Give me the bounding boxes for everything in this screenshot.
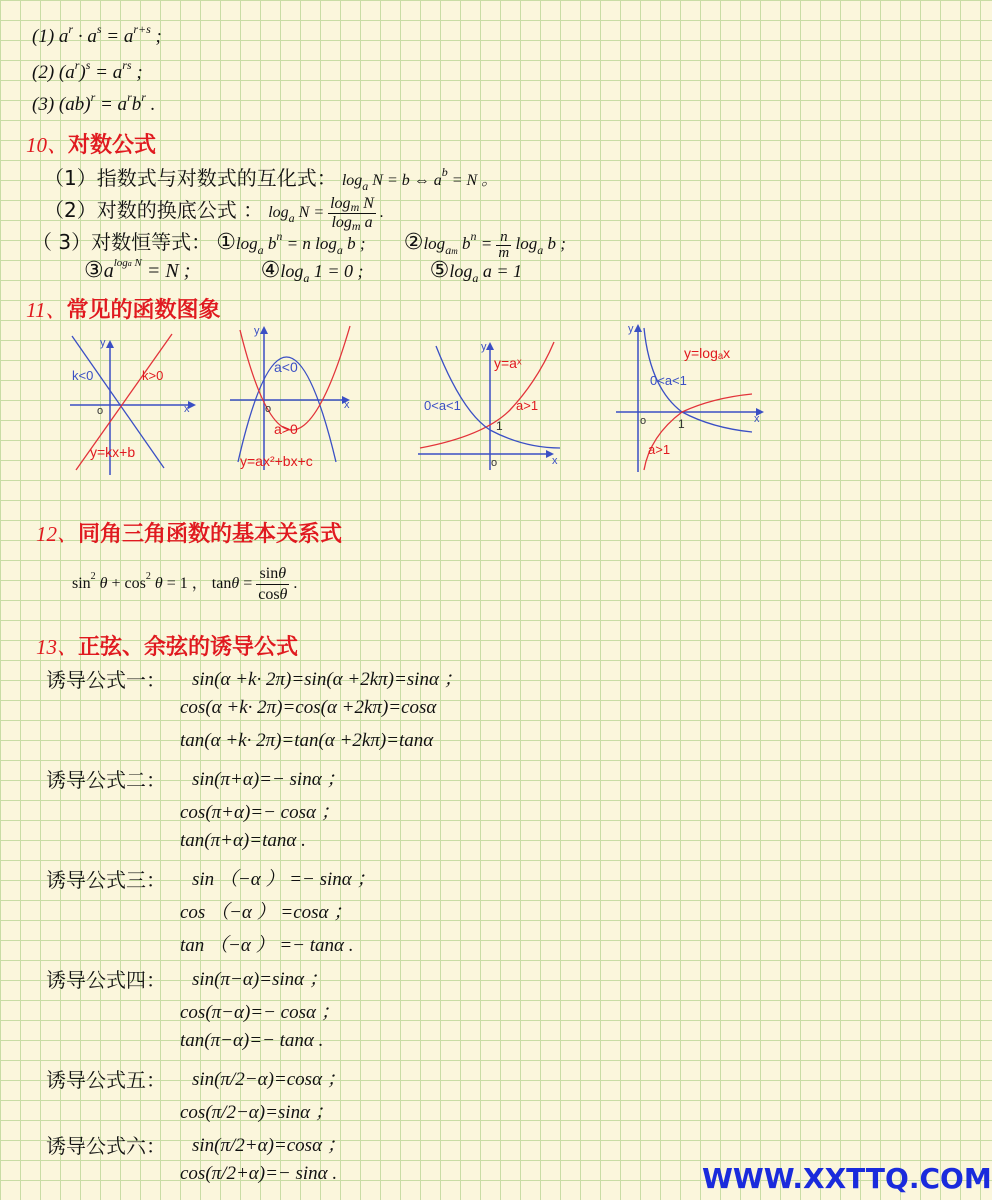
induction-group-6 bbox=[46, 1130, 166, 1159]
induction-4-line-3: tan(π−α)=− tanα . bbox=[180, 1030, 324, 1051]
log-identity-1: $\log_a b^n = n$ $\log_a b$ ; bbox=[235, 229, 366, 257]
graph-quadratic-a-negative-label: a<0 bbox=[274, 359, 298, 375]
circled-number-4: ④ bbox=[260, 258, 281, 283]
log-item-1-label: （1）指数式与对数式的互化式： bbox=[44, 166, 337, 190]
change-of-base-formula: $\log_a N$ = $\frac{\text{logm N}}{\text{logm a}}$ . bbox=[268, 194, 384, 233]
induction-group-3-label: 诱导公式三： bbox=[46, 868, 166, 892]
section-10-title: 对数公式 bbox=[68, 133, 157, 158]
induction-group-5-label: 诱导公式五： bbox=[46, 1068, 166, 1092]
graph-logarithm-small-label: 0<a<1 bbox=[650, 373, 687, 388]
induction-3-line-1: sin （−α ） =− sinα ； bbox=[192, 869, 376, 890]
log-identity-3: $a^{loga N} = N$ ; bbox=[103, 257, 191, 282]
section-10-heading bbox=[26, 128, 156, 159]
section-12-number: 12、 bbox=[36, 522, 78, 546]
graph-logarithm-y-label: y bbox=[628, 323, 634, 335]
graph-logarithm bbox=[612, 318, 772, 474]
graph-logarithm-equation: y=logₐx bbox=[684, 345, 731, 361]
graph-linear-x-label: x bbox=[184, 403, 190, 415]
induction-group-3 bbox=[46, 864, 166, 893]
log-item-3 bbox=[32, 226, 566, 261]
graph-linear-k-negative-label: k<0 bbox=[72, 368, 94, 383]
exponent-rule-1-label: (1) bbox=[32, 26, 55, 47]
graph-quadratic-origin-label: o bbox=[265, 403, 272, 415]
graph-quadratic-a-positive-label: a>0 bbox=[274, 421, 298, 437]
section-12-heading bbox=[36, 517, 342, 548]
circled-number-3: ③ bbox=[84, 258, 104, 283]
induction-6-line-1: sin(π/2+α)=cosα ； bbox=[192, 1135, 346, 1156]
graph-quadratic bbox=[226, 322, 366, 472]
induction-group-4 bbox=[46, 964, 166, 993]
induction-2-line-1: sin(π+α)=− sinα ； bbox=[192, 769, 346, 790]
induction-1-line-3: tan(α +k· 2π)=tan(α +2kπ)=tanα bbox=[180, 730, 434, 751]
induction-5-line-1: sin(π/2−α)=cosα ； bbox=[192, 1069, 346, 1090]
section-10-number: 10、 bbox=[26, 133, 68, 157]
circled-number-5: ⑤ bbox=[429, 258, 450, 283]
induction-1-line-1: sin(α +k· 2π)=sin(α +2kπ)=sinα ； bbox=[192, 669, 463, 690]
log-identity-4: $\log_a 1 = 0$ ; bbox=[280, 261, 364, 285]
section-13-number: 13、 bbox=[36, 635, 78, 659]
graph-quadratic-equation: y=ax²+bx+c bbox=[240, 453, 313, 469]
trig-identity-formula: $\sin^2 \theta + \cos^2 \theta = 1$ ， tanθ = $\frac{\sin\theta}{\cos\theta}$ . bbox=[72, 565, 298, 603]
graph-linear-equation: y=kx+b bbox=[90, 444, 136, 460]
graph-exponential-origin-label: o bbox=[491, 457, 498, 469]
circled-number-1: ① bbox=[216, 230, 236, 255]
induction-5-line-2: cos(π/2−α)=sinα ； bbox=[180, 1102, 334, 1123]
graph-logarithm-curve-a-greater-1 bbox=[644, 394, 752, 470]
graph-linear-k-positive-label: k>0 bbox=[142, 368, 164, 383]
section-13-title: 正弦、余弦的诱导公式 bbox=[78, 635, 299, 660]
graph-logarithm-big-label: a>1 bbox=[648, 442, 671, 457]
exponent-rule-3-label: (3) bbox=[32, 94, 55, 115]
exponent-rule-2-label: (2) bbox=[32, 62, 55, 83]
graph-exponential-x-label: x bbox=[552, 455, 558, 467]
graph-logarithm-x-label: x bbox=[754, 413, 760, 425]
induction-group-4-label: 诱导公式四： bbox=[46, 968, 166, 992]
graph-exponential-equation: y=aˣ bbox=[494, 355, 522, 371]
section-11-title: 常见的函数图象 bbox=[66, 298, 221, 323]
graph-linear-origin-label: o bbox=[97, 405, 104, 417]
log-item-1-formula: $\log_a N = b$ ⇔ $a^b = N$ 。 bbox=[341, 165, 498, 193]
induction-group-2 bbox=[46, 764, 166, 793]
induction-group-1-label: 诱导公式一： bbox=[46, 668, 166, 692]
graph-logarithm-y-arrow bbox=[634, 324, 642, 332]
site-watermark: WWW.XXTTQ.COM bbox=[702, 1162, 992, 1195]
graph-logarithm-one-label: 1 bbox=[678, 417, 685, 431]
induction-3-line-2: cos （−α ） =cosα ； bbox=[180, 902, 353, 923]
graph-quadratic-y-label: y bbox=[254, 325, 260, 337]
induction-6-line-2: cos(π/2+α)=− sinα . bbox=[180, 1163, 338, 1184]
induction-2-line-2: cos(π+α)=− cosα ； bbox=[180, 802, 340, 823]
circled-number-2: ② bbox=[403, 230, 424, 255]
exponent-rule-1: (1) $a^r \cdot a^s = a^{r+s}$ ; bbox=[32, 22, 162, 47]
graph-quadratic-y-arrow bbox=[260, 326, 268, 334]
graph-exponential bbox=[414, 336, 564, 472]
graph-linear bbox=[60, 330, 200, 480]
log-identity-5: $\log_a a = 1$ bbox=[449, 261, 523, 285]
log-item-2-label: （2）对数的换底公式 ： bbox=[44, 198, 264, 222]
log-identity-2: $\log_{am} b^n$ = $\frac{n}{m}$ $\log_a b$ ; bbox=[423, 228, 566, 261]
induction-4-line-1: sin(π−α)=sinα ； bbox=[192, 969, 328, 990]
graph-quadratic-curve-a-positive bbox=[240, 326, 350, 430]
induction-4-line-2: cos(π−α)=− cosα ； bbox=[180, 1002, 340, 1023]
exponent-rule-2: (2) $(a^r)^s = a^{rs}$ ; bbox=[32, 58, 143, 83]
graph-logarithm-origin-label: o bbox=[640, 415, 647, 427]
log-identities-row-2 bbox=[84, 258, 522, 283]
graph-exponential-one-label: 1 bbox=[496, 419, 503, 433]
log-item-3-label: （ 3）对数恒等式： bbox=[32, 230, 212, 254]
induction-2-line-3: tan(π+α)=tanα . bbox=[180, 830, 306, 851]
section-11-heading bbox=[26, 293, 220, 324]
induction-3-line-3: tan （−α ） =− tanα . bbox=[180, 935, 354, 956]
graph-quadratic-x-label: x bbox=[344, 399, 350, 411]
graph-exponential-curve-a-greater-1 bbox=[420, 342, 554, 448]
induction-group-2-label: 诱导公式二： bbox=[46, 768, 166, 792]
induction-group-6-label: 诱导公式六： bbox=[46, 1134, 166, 1158]
section-11-number: 11、 bbox=[26, 298, 67, 322]
induction-group-1 bbox=[46, 664, 166, 693]
log-item-1 bbox=[44, 162, 497, 191]
section-13-heading bbox=[36, 630, 298, 661]
section-12-title: 同角三角函数的基本关系式 bbox=[78, 522, 343, 547]
graph-exponential-y-label: y bbox=[481, 341, 487, 353]
graph-linear-y-label: y bbox=[100, 337, 106, 349]
exponent-rule-3: (3) $(ab)^r = a^rb^r$ . bbox=[32, 90, 156, 115]
graph-exponential-small-label: 0<a<1 bbox=[424, 398, 461, 413]
graph-exponential-big-label: a>1 bbox=[516, 398, 539, 413]
induction-1-line-2: cos(α +k· 2π)=cos(α +2kπ)=cosα bbox=[180, 697, 437, 718]
graph-exponential-y-arrow bbox=[486, 342, 494, 350]
induction-group-5 bbox=[46, 1064, 166, 1093]
graph-linear-y-arrow bbox=[106, 340, 114, 348]
